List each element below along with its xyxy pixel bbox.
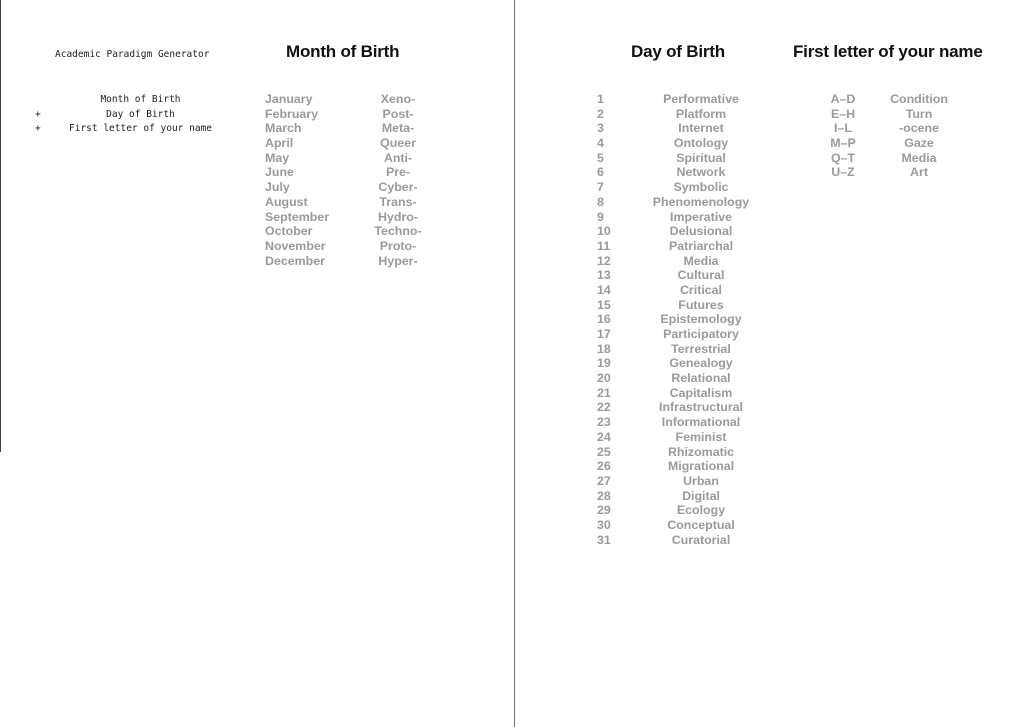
day-word-item: Migrational (667, 459, 735, 474)
month-item: February (265, 106, 319, 121)
day-word-item: Capitalism (669, 385, 733, 400)
day-number-item: 30 (597, 517, 611, 532)
day-number-item: 1 (597, 92, 604, 106)
letter-suffix-item: Gaze (904, 136, 934, 151)
formula-block (30, 93, 230, 137)
month-prefix-item: Anti- (383, 150, 413, 165)
letter-suffix-list (880, 92, 958, 180)
month-prefix-item: Meta- (381, 121, 415, 136)
day-word-item: Cultural (677, 268, 725, 283)
month-item: May (265, 150, 290, 165)
day-number-item: 17 (597, 327, 611, 341)
day-number-item: 6 (597, 165, 604, 180)
formula-label: Day of Birth (106, 108, 175, 120)
letter-suffix-item: Condition (890, 92, 948, 106)
day-number-item: 25 (597, 444, 611, 459)
day-number-item: 26 (597, 459, 611, 474)
day-number-item: 29 (597, 503, 611, 518)
day-number-item: 7 (597, 180, 604, 195)
day-word-item: Internet (678, 121, 724, 136)
formula-operator: + (35, 123, 41, 135)
month-item: December (265, 253, 325, 268)
month-item: August (265, 194, 308, 209)
month-item: July (265, 180, 290, 195)
day-number-item: 16 (597, 312, 611, 327)
month-list (265, 92, 355, 268)
day-number-item: 12 (597, 253, 611, 268)
day-word-item: Performative (663, 92, 739, 106)
day-number-item: 23 (597, 415, 611, 430)
day-number-item: 14 (597, 282, 611, 297)
day-word-item: Ontology (673, 136, 729, 151)
month-item: March (265, 121, 302, 136)
month-prefix-item: Techno- (374, 224, 422, 239)
day-word-item: Urban (683, 473, 719, 488)
month-item: September (265, 209, 330, 224)
page-edge-left (0, 0, 1, 452)
formula-label: Month of Birth (100, 94, 181, 105)
day-word-item: Epistemology (660, 312, 742, 327)
letter-suffix-item: -ocene (899, 121, 939, 136)
formula-line (30, 93, 230, 108)
app-title: Academic Paradigm Generator (55, 49, 210, 60)
day-number-item: 9 (597, 209, 604, 224)
day-number-item: 27 (597, 473, 611, 488)
heading-month-of-birth: Month of Birth (286, 42, 400, 61)
day-word-item: Delusional (669, 224, 733, 239)
day-word-item: Network (676, 165, 726, 180)
formula-operator: + (35, 108, 41, 120)
day-word-item: Ecology (676, 503, 726, 518)
day-word-item: Rhizomatic (667, 444, 735, 459)
day-word-item: Symbolic (673, 180, 729, 195)
month-prefix-item: Trans- (379, 194, 417, 209)
letter-range-item: I–L (834, 121, 852, 136)
month-prefix-item: Queer (380, 136, 416, 151)
day-word-item: Critical (679, 282, 722, 297)
day-word-list (640, 92, 762, 547)
day-number-item: 5 (597, 150, 604, 165)
month-prefix-list (360, 92, 436, 268)
month-prefix-item: Proto- (379, 238, 417, 253)
day-word-item: Conceptual (667, 517, 735, 532)
month-item: November (265, 238, 326, 253)
day-word-item: Digital (682, 488, 720, 503)
day-word-item: Relational (671, 371, 731, 386)
day-word-item: Phenomenology (652, 194, 750, 209)
day-number-item: 18 (597, 341, 611, 356)
month-prefix-item: Hyper- (378, 253, 418, 268)
day-number-item: 19 (597, 356, 611, 371)
day-number-item: 13 (597, 268, 611, 283)
day-number-item: 22 (597, 400, 611, 415)
day-word-item: Participatory (663, 327, 739, 341)
letter-suffix-item: Art (910, 165, 928, 180)
letter-range-item: Q–T (830, 150, 856, 165)
month-item: January (265, 92, 313, 106)
page-gutter (514, 0, 515, 727)
formula-label: First letter of your name (69, 123, 212, 135)
day-number-item: 24 (597, 429, 611, 444)
day-number-item: 11 (597, 238, 611, 253)
day-word-item: Terrestrial (671, 341, 731, 356)
day-number-item: 15 (597, 297, 611, 312)
letter-suffix-item: Turn (905, 106, 933, 121)
day-number-item: 10 (597, 224, 611, 239)
day-word-item: Platform (675, 106, 727, 121)
day-number-item: 21 (597, 385, 611, 400)
month-prefix-item: Pre- (385, 165, 411, 180)
month-item: October (265, 224, 313, 239)
day-word-item: Informational (661, 415, 741, 430)
day-word-item: Feminist (675, 429, 727, 444)
day-number-item: 8 (597, 194, 604, 209)
day-number-list (597, 92, 627, 547)
day-number-item: 31 (597, 532, 611, 547)
month-prefix-item: Xeno- (380, 92, 416, 106)
day-word-item: Spiritual (676, 150, 726, 165)
day-word-item: Infrastructural (659, 400, 743, 415)
formula-operator (30, 93, 51, 108)
day-word-item: Imperative (670, 209, 732, 224)
heading-first-letter: First letter of your name (793, 42, 983, 61)
letter-range-item: M–P (830, 136, 856, 151)
month-prefix-item: Cyber- (378, 180, 418, 195)
letter-range-list (823, 92, 863, 180)
letter-range-item: A–D (830, 92, 856, 106)
formula-line (30, 122, 230, 137)
day-word-item: Patriarchal (668, 238, 734, 253)
day-word-item: Genealogy (669, 356, 733, 371)
letter-range-item: E–H (830, 106, 856, 121)
day-number-item: 28 (597, 488, 611, 503)
heading-day-of-birth: Day of Birth (631, 42, 725, 61)
day-word-item: Curatorial (671, 532, 731, 547)
day-word-item: Media (683, 253, 719, 268)
day-number-item: 3 (597, 121, 604, 136)
day-number-item: 20 (597, 371, 611, 386)
month-prefix-item: Post- (382, 106, 414, 121)
day-number-item: 2 (597, 106, 604, 121)
month-item: June (265, 165, 294, 180)
day-number-item: 4 (597, 136, 604, 151)
letter-range-item: U–Z (831, 165, 855, 180)
formula-line (30, 108, 230, 123)
day-word-item: Futures (678, 297, 724, 312)
month-prefix-item: Hydro- (378, 209, 418, 224)
letter-suffix-item: Media (901, 150, 937, 165)
month-item: April (265, 136, 294, 151)
